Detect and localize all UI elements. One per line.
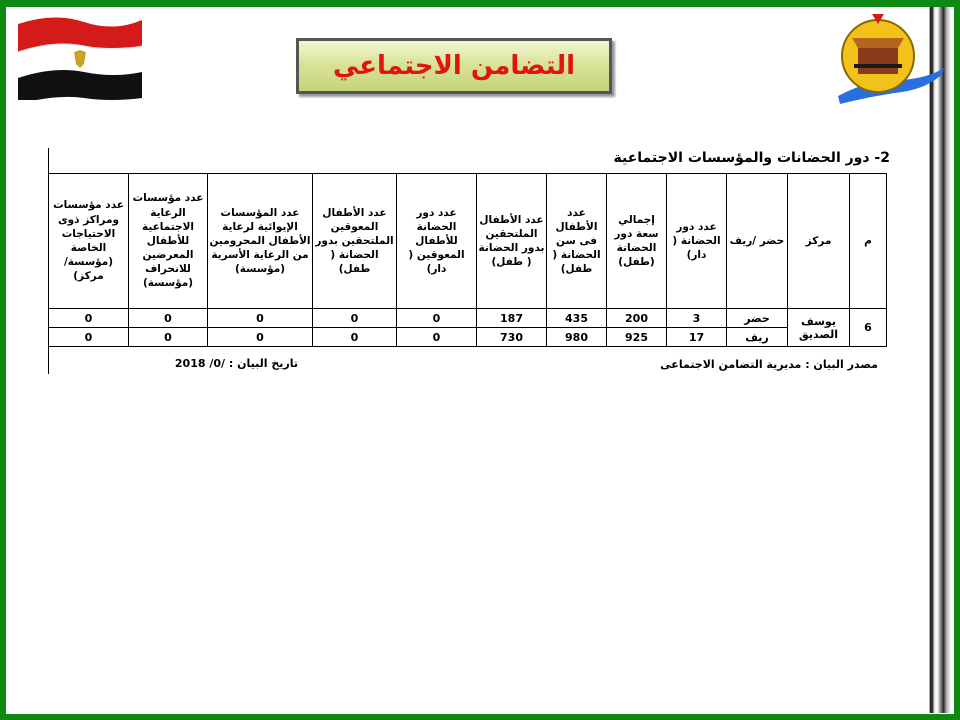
center-name-cell: يوسف الصديق (788, 309, 850, 347)
table-header-row (49, 174, 887, 309)
header-cell: عدد دور الحضانة ( دار) (667, 174, 727, 309)
row-number-cell: 6 (850, 309, 887, 347)
value-cell: 730 (477, 328, 547, 347)
value-cell: 0 (49, 309, 129, 328)
header-cell: م (850, 174, 887, 309)
egypt-flag-icon (14, 10, 146, 100)
header-cell: عدد مؤسسات الرعاية الاجتماعية للأطفال المعرضين للانحراف (مؤسسة) (129, 174, 208, 309)
value-cell: 0 (397, 328, 477, 347)
header-cell: عدد المؤسسات الإيوائية لرعاية الأطفال المحرومين من الرعاية الأسرية (مؤسسة) (208, 174, 313, 309)
value-cell: 0 (129, 328, 208, 347)
value-cell: 980 (547, 328, 607, 347)
header-cell: إجمالي سعة دور الحضانة (طفل) (607, 174, 667, 309)
page-title: التضامن الاجتماعي (332, 51, 576, 81)
header-cell: عدد دور الحضانة للأطفال المعوقين ( دار) (397, 174, 477, 309)
value-cell: 925 (607, 328, 667, 347)
value-cell: 3 (667, 309, 727, 328)
governorate-logo-icon (832, 8, 948, 108)
value-cell: 0 (49, 328, 129, 347)
header-cell: عدد الأطفال الملتحقين بدور الحضانة ( طفل) (477, 174, 547, 309)
header-cell: مركز (788, 174, 850, 309)
value-cell: 0 (313, 328, 397, 347)
value-cell: 435 (547, 309, 607, 328)
value-cell: 0 (208, 309, 313, 328)
data-date-note: تاريخ البيان : /0/ 2018 (174, 357, 298, 370)
table-row (49, 309, 887, 328)
area-type-cell: حضر (727, 309, 788, 328)
decorative-side-bar (926, 7, 954, 713)
header-cell: حضر /ريف (727, 174, 788, 309)
value-cell: 17 (667, 328, 727, 347)
area-type-cell: ريف (727, 328, 788, 347)
value-cell: 187 (477, 309, 547, 328)
value-cell: 0 (208, 328, 313, 347)
data-table (48, 173, 887, 347)
header-cell: عدد الأطفال المعوقين الملتحقين بدور الحضانة ( طفل) (313, 174, 397, 309)
header-cell: عدد مؤسسات ومراكز ذوى الاحتياجات الخاصة (مؤسسة/مركز) (49, 174, 129, 309)
page-title-box (296, 38, 612, 94)
value-cell: 200 (607, 309, 667, 328)
data-source-note: مصدر البيان : مديرية التضامن الاجتماعى (660, 358, 878, 371)
value-cell: 0 (313, 309, 397, 328)
table-row (49, 328, 887, 347)
section-title: 2- دور الحضانات والمؤسسات الاجتماعية (613, 150, 890, 166)
value-cell: 0 (129, 309, 208, 328)
header-cell: عدد الأطفال فى سن الحضانة ( طفل) (547, 174, 607, 309)
value-cell: 0 (397, 309, 477, 328)
